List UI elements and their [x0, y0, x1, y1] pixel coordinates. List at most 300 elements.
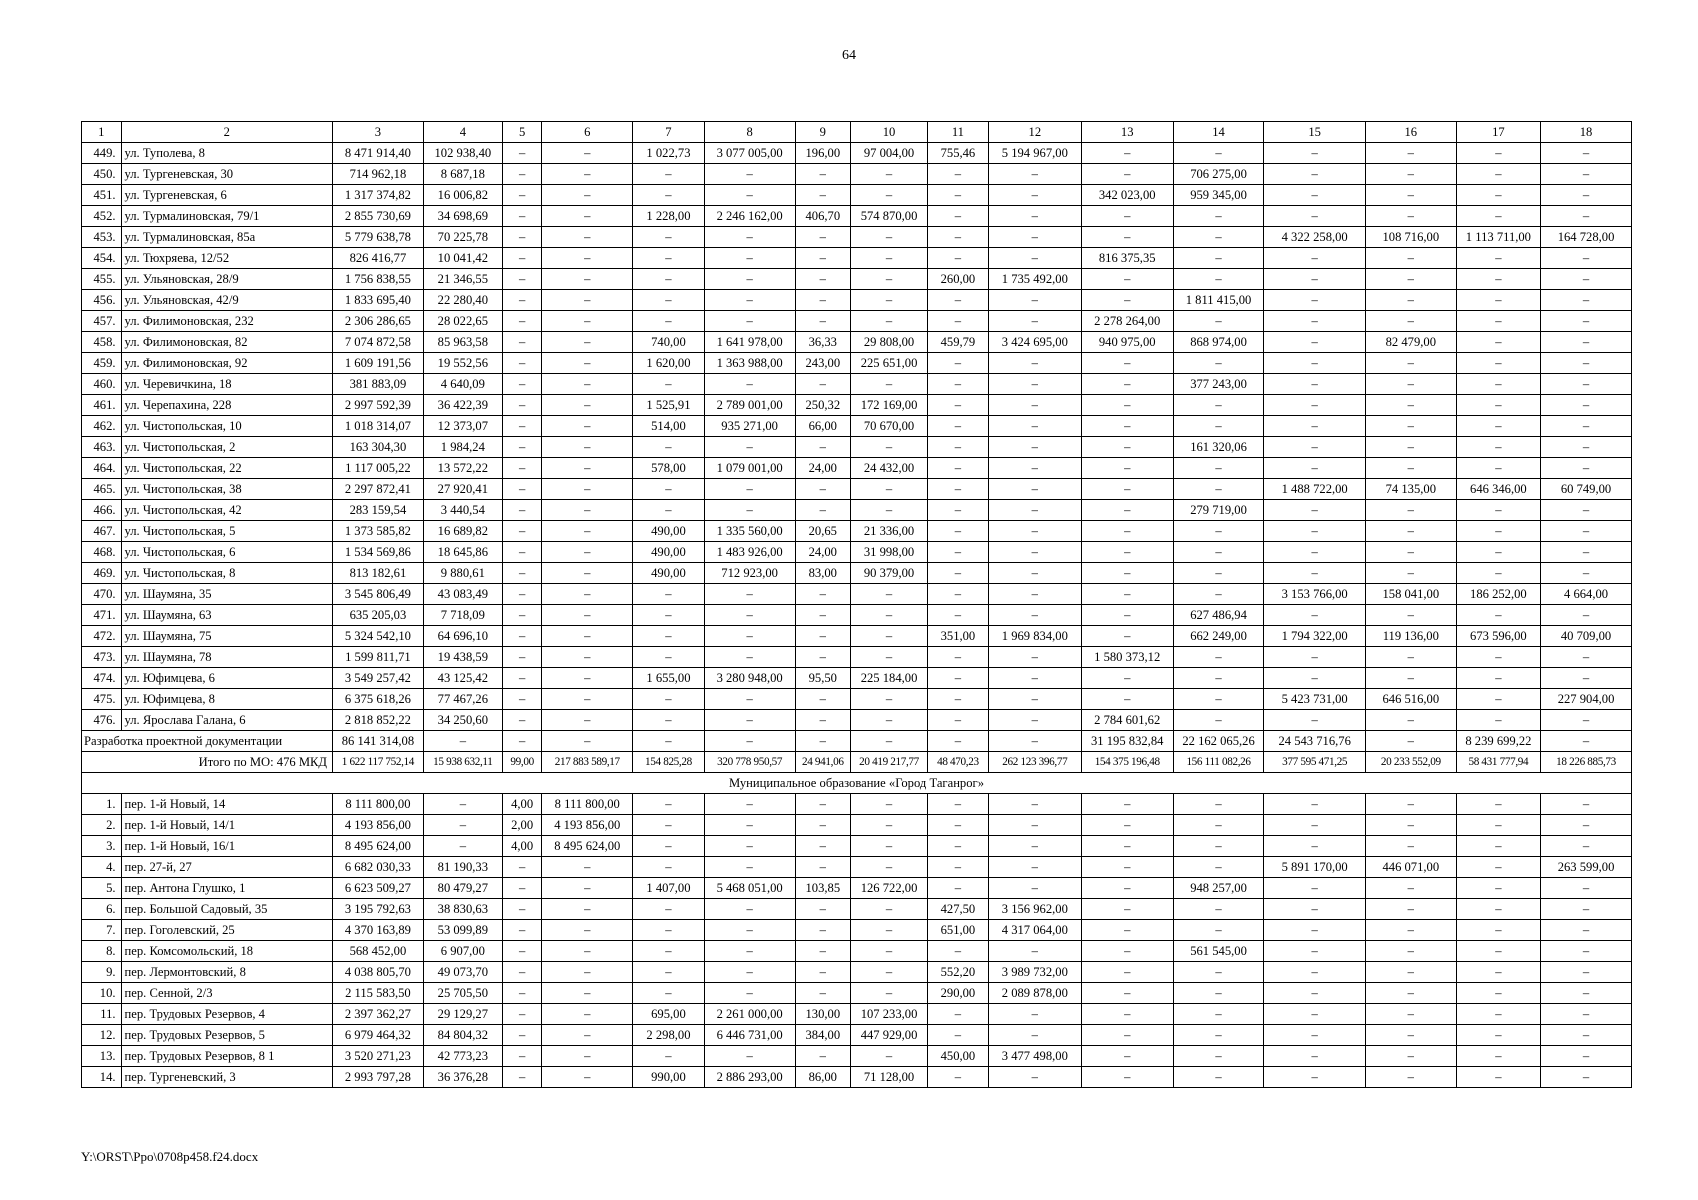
value-cell-col-16: – [1365, 143, 1456, 164]
value-cell-col-5: – [502, 626, 542, 647]
value-cell-col-11: – [927, 521, 988, 542]
value-cell-col-3: 2 855 730,69 [333, 206, 424, 227]
value-cell-col-11: – [927, 395, 988, 416]
value-cell-col-5: – [502, 374, 542, 395]
value-cell-col-9: 95,50 [795, 668, 851, 689]
value-cell-col-11: – [927, 941, 988, 962]
value-cell-col-12: – [988, 563, 1081, 584]
value-cell-col-18: 4 664,00 [1541, 584, 1632, 605]
value-cell-col-16: 108 716,00 [1365, 227, 1456, 248]
value-cell-col-8: 935 271,00 [704, 416, 795, 437]
value-cell-col-9: – [795, 290, 851, 311]
address-cell: пер. Гоголевский, 25 [121, 920, 333, 941]
value-cell-col-13: – [1081, 668, 1173, 689]
value-cell-col-18: – [1541, 185, 1632, 206]
value-cell-col-6: – [542, 500, 633, 521]
value-cell-col-10: – [851, 584, 928, 605]
value-cell-col-12: – [988, 416, 1081, 437]
value-cell-col-4: 64 696,10 [423, 626, 502, 647]
value-cell-col-11: – [927, 416, 988, 437]
value-cell-col-3: 1 018 314,07 [333, 416, 424, 437]
value-cell-col-5: 4,00 [502, 836, 542, 857]
value-cell-col-14: – [1173, 836, 1264, 857]
value-cell-col-18: – [1541, 878, 1632, 899]
value-cell-col-13: – [1081, 1025, 1173, 1046]
value-cell-col-5: – [502, 227, 542, 248]
value-cell-col-7: – [633, 605, 705, 626]
value-cell-col-6: – [542, 227, 633, 248]
value-cell-col-12: – [988, 941, 1081, 962]
value-cell-col-12: – [988, 710, 1081, 731]
value-cell-col-7: 514,00 [633, 416, 705, 437]
value-cell-col-14: – [1173, 227, 1264, 248]
value-cell-col-13: – [1081, 689, 1173, 710]
value-cell-col-10: – [851, 164, 928, 185]
address-cell: ул. Чистопольская, 22 [121, 458, 333, 479]
value-cell-col-13: – [1081, 605, 1173, 626]
value-cell-col-3: 714 962,18 [333, 164, 424, 185]
value-cell-col-18: 60 749,00 [1541, 479, 1632, 500]
value-cell-col-13: 1 580 373,12 [1081, 647, 1173, 668]
value-cell-col-3: 1 373 585,82 [333, 521, 424, 542]
table-row [82, 1004, 1632, 1025]
value-cell-col-18: – [1541, 941, 1632, 962]
value-cell-col-17: – [1456, 353, 1540, 374]
value-cell-col-17: – [1456, 332, 1540, 353]
value-cell-col-11: 260,00 [927, 269, 988, 290]
value-cell-col-8: 2 886 293,00 [704, 1067, 795, 1088]
value-cell-col-10: – [851, 836, 928, 857]
value-cell-col-8: – [704, 500, 795, 521]
value-cell-col-17: – [1456, 206, 1540, 227]
value-cell-col-18: – [1541, 143, 1632, 164]
value-cell-col-11: – [927, 1067, 988, 1088]
value-cell-col-13: – [1081, 794, 1173, 815]
value-cell-col-3: 2 818 852,22 [333, 710, 424, 731]
table-row [82, 269, 1632, 290]
value-cell-col-3: 1 833 695,40 [333, 290, 424, 311]
value-cell-col-11: 450,00 [927, 1046, 988, 1067]
value-cell-col-12: – [988, 374, 1081, 395]
value-cell-col-11: – [927, 668, 988, 689]
value-cell-col-11: – [927, 1025, 988, 1046]
value-cell-col-17: – [1456, 143, 1540, 164]
value-cell-col-10: – [851, 227, 928, 248]
value-cell-col-18: – [1541, 983, 1632, 1004]
value-cell-col-3: 2 993 797,28 [333, 1067, 424, 1088]
value-cell-col-4: 21 346,55 [423, 269, 502, 290]
value-cell-col-18: 263 599,00 [1541, 857, 1632, 878]
value-cell-col-18: – [1541, 332, 1632, 353]
value-cell-col-17: – [1456, 563, 1540, 584]
value-cell-col-8: 2 246 162,00 [704, 206, 795, 227]
value-cell-col-17: – [1456, 437, 1540, 458]
value-cell-col-16: – [1365, 794, 1456, 815]
value-cell-col-4: 13 572,22 [423, 458, 502, 479]
value-cell-col-6: – [542, 1067, 633, 1088]
value-cell-col-12: 3 477 498,00 [988, 1046, 1081, 1067]
value-cell-col-8: – [704, 815, 795, 836]
value-cell-col-10: 21 336,00 [851, 521, 928, 542]
value-cell-col-5: – [502, 521, 542, 542]
column-number-2: 2 [121, 122, 333, 143]
value-cell-col-7: – [633, 437, 705, 458]
value-cell-col-10: 225 651,00 [851, 353, 928, 374]
value-cell-col-11: – [927, 437, 988, 458]
value-cell-col-17: 186 252,00 [1456, 584, 1540, 605]
value-cell-col-8: – [704, 584, 795, 605]
value-cell-col-11: 427,50 [927, 899, 988, 920]
value-cell-col-3: 283 159,54 [333, 500, 424, 521]
value-cell-col-7: 1 407,00 [633, 878, 705, 899]
value-cell-col-5: – [502, 437, 542, 458]
value-cell-col-7: 740,00 [633, 332, 705, 353]
value-cell-col-6: – [542, 458, 633, 479]
value-cell-col-14: – [1173, 416, 1264, 437]
value-cell-col-15: – [1264, 521, 1365, 542]
value-cell-col-6: – [542, 710, 633, 731]
value-cell-col-18: – [1541, 899, 1632, 920]
value-cell-col-18: 227 904,00 [1541, 689, 1632, 710]
value-cell-col-5: – [502, 500, 542, 521]
value-cell-col-17: 646 346,00 [1456, 479, 1540, 500]
value-cell-col-7: 490,00 [633, 563, 705, 584]
value-cell-col-13: – [1081, 374, 1173, 395]
value-cell-col-12: 262 123 396,77 [988, 752, 1081, 773]
value-cell-col-9: – [795, 815, 851, 836]
value-cell-col-6: – [542, 668, 633, 689]
value-cell-col-7: – [633, 794, 705, 815]
value-cell-col-13: – [1081, 920, 1173, 941]
address-cell: ул. Шаумяна, 75 [121, 626, 333, 647]
value-cell-col-13: 2 784 601,62 [1081, 710, 1173, 731]
value-cell-col-12: – [988, 290, 1081, 311]
value-cell-col-7: – [633, 647, 705, 668]
value-cell-col-14: – [1173, 542, 1264, 563]
value-cell-col-8: – [704, 647, 795, 668]
value-cell-col-8: 1 079 001,00 [704, 458, 795, 479]
value-cell-col-10: 24 432,00 [851, 458, 928, 479]
value-cell-col-17: – [1456, 290, 1540, 311]
value-cell-col-6: – [542, 353, 633, 374]
value-cell-col-18: – [1541, 1067, 1632, 1088]
value-cell-col-3: 6 623 509,27 [333, 878, 424, 899]
value-cell-col-15: 1 794 322,00 [1264, 626, 1365, 647]
value-cell-col-8: – [704, 731, 795, 752]
row-number: 474. [82, 668, 122, 689]
row-number: 11. [82, 1004, 122, 1025]
value-cell-col-12: – [988, 500, 1081, 521]
value-cell-col-12: – [988, 1067, 1081, 1088]
value-cell-col-16: – [1365, 311, 1456, 332]
value-cell-col-11: – [927, 353, 988, 374]
row-number: 453. [82, 227, 122, 248]
value-cell-col-10: – [851, 920, 928, 941]
table-row [82, 500, 1632, 521]
value-cell-col-16: – [1365, 836, 1456, 857]
column-number-5: 5 [502, 122, 542, 143]
table-row [82, 479, 1632, 500]
table-row [82, 647, 1632, 668]
value-cell-col-3: 2 997 592,39 [333, 395, 424, 416]
value-cell-col-15: – [1264, 605, 1365, 626]
value-cell-col-4: 53 099,89 [423, 920, 502, 941]
value-cell-col-11: – [927, 290, 988, 311]
value-cell-col-4: 28 022,65 [423, 311, 502, 332]
value-cell-col-5: – [502, 899, 542, 920]
value-cell-col-16: – [1365, 290, 1456, 311]
value-cell-col-10: – [851, 710, 928, 731]
value-cell-col-13: 31 195 832,84 [1081, 731, 1173, 752]
value-cell-col-12: – [988, 794, 1081, 815]
value-cell-col-3: 1 317 374,82 [333, 185, 424, 206]
value-cell-col-12: 1 735 492,00 [988, 269, 1081, 290]
row-number: 456. [82, 290, 122, 311]
value-cell-col-10: – [851, 941, 928, 962]
value-cell-col-5: – [502, 605, 542, 626]
value-cell-col-6: – [542, 899, 633, 920]
value-cell-col-15: – [1264, 353, 1365, 374]
value-cell-col-16: – [1365, 647, 1456, 668]
value-cell-col-8: 1 363 988,00 [704, 353, 795, 374]
value-cell-col-16: – [1365, 899, 1456, 920]
value-cell-col-17: – [1456, 983, 1540, 1004]
value-cell-col-7: – [633, 269, 705, 290]
table-row [82, 962, 1632, 983]
value-cell-col-14: – [1173, 1046, 1264, 1067]
value-cell-col-16: 82 479,00 [1365, 332, 1456, 353]
section-header-row [82, 773, 1632, 794]
value-cell-col-16: – [1365, 500, 1456, 521]
value-cell-col-17: – [1456, 668, 1540, 689]
value-cell-col-4: 25 705,50 [423, 983, 502, 1004]
value-cell-col-17: – [1456, 857, 1540, 878]
value-cell-col-4: 9 880,61 [423, 563, 502, 584]
value-cell-col-3: 2 306 286,65 [333, 311, 424, 332]
value-cell-col-5: – [502, 878, 542, 899]
value-cell-col-16: – [1365, 416, 1456, 437]
value-cell-col-5: – [502, 857, 542, 878]
value-cell-col-10: 90 379,00 [851, 563, 928, 584]
table-row [82, 1067, 1632, 1088]
value-cell-col-6: – [542, 290, 633, 311]
value-cell-col-3: 1 622 117 752,14 [333, 752, 424, 773]
value-cell-col-12: 1 969 834,00 [988, 626, 1081, 647]
value-cell-col-15: 5 891 170,00 [1264, 857, 1365, 878]
value-cell-col-5: – [502, 1046, 542, 1067]
value-cell-col-11: – [927, 185, 988, 206]
value-cell-col-14: – [1173, 920, 1264, 941]
value-cell-col-13: – [1081, 500, 1173, 521]
value-cell-col-9: – [795, 794, 851, 815]
value-cell-col-14: – [1173, 584, 1264, 605]
value-cell-col-9: – [795, 374, 851, 395]
value-cell-col-15: 377 595 471,25 [1264, 752, 1365, 773]
value-cell-col-14: – [1173, 857, 1264, 878]
value-cell-col-3: 3 520 271,23 [333, 1046, 424, 1067]
value-cell-col-8: – [704, 626, 795, 647]
value-cell-col-8: – [704, 437, 795, 458]
row-number: 9. [82, 962, 122, 983]
value-cell-col-10: – [851, 290, 928, 311]
value-cell-col-12: 2 089 878,00 [988, 983, 1081, 1004]
value-cell-col-10: – [851, 1046, 928, 1067]
value-cell-col-3: 1 534 569,86 [333, 542, 424, 563]
column-number-row [82, 122, 1632, 143]
value-cell-col-17: – [1456, 1025, 1540, 1046]
address-cell: ул. Турмалиновская, 85а [121, 227, 333, 248]
value-cell-col-11: 651,00 [927, 920, 988, 941]
address-cell: ул. Черевичкина, 18 [121, 374, 333, 395]
value-cell-col-3: 1 756 838,55 [333, 269, 424, 290]
value-cell-col-9: – [795, 185, 851, 206]
address-cell: ул. Шаумяна, 35 [121, 584, 333, 605]
value-cell-col-12: – [988, 857, 1081, 878]
column-number-14: 14 [1173, 122, 1264, 143]
value-cell-col-10: 574 870,00 [851, 206, 928, 227]
table-row [82, 416, 1632, 437]
table-row [82, 185, 1632, 206]
value-cell-col-17: 58 431 777,94 [1456, 752, 1540, 773]
value-cell-col-4: 43 125,42 [423, 668, 502, 689]
value-cell-col-3: 6 682 030,33 [333, 857, 424, 878]
address-cell: ул. Филимоновская, 82 [121, 332, 333, 353]
value-cell-col-16: – [1365, 731, 1456, 752]
value-cell-col-6: – [542, 269, 633, 290]
value-cell-col-8: – [704, 185, 795, 206]
total-row [82, 752, 1632, 773]
value-cell-col-7: – [633, 899, 705, 920]
value-cell-col-10: – [851, 437, 928, 458]
value-cell-col-4: 102 938,40 [423, 143, 502, 164]
value-cell-col-15: – [1264, 395, 1365, 416]
column-number-3: 3 [333, 122, 424, 143]
value-cell-col-10: – [851, 857, 928, 878]
address-cell: пер. 1-й Новый, 16/1 [121, 836, 333, 857]
value-cell-col-18: – [1541, 521, 1632, 542]
value-cell-col-15: 1 488 722,00 [1264, 479, 1365, 500]
value-cell-col-4: 8 687,18 [423, 164, 502, 185]
value-cell-col-5: – [502, 962, 542, 983]
value-cell-col-16: – [1365, 269, 1456, 290]
value-cell-col-10: 97 004,00 [851, 143, 928, 164]
value-cell-col-18: – [1541, 395, 1632, 416]
value-cell-col-4: 36 376,28 [423, 1067, 502, 1088]
value-cell-col-9: – [795, 983, 851, 1004]
value-cell-col-12: 3 989 732,00 [988, 962, 1081, 983]
repair-schedule-table [81, 121, 1632, 1088]
row-number: 457. [82, 311, 122, 332]
table-row [82, 605, 1632, 626]
value-cell-col-12: – [988, 227, 1081, 248]
value-cell-col-12: – [988, 1004, 1081, 1025]
value-cell-col-10: 447 929,00 [851, 1025, 928, 1046]
value-cell-col-3: 4 370 163,89 [333, 920, 424, 941]
value-cell-col-13: – [1081, 815, 1173, 836]
value-cell-col-5: – [502, 1025, 542, 1046]
value-cell-col-4: 49 073,70 [423, 962, 502, 983]
value-cell-col-12: – [988, 185, 1081, 206]
value-cell-col-15: – [1264, 374, 1365, 395]
value-cell-col-6: – [542, 647, 633, 668]
value-cell-col-17: – [1456, 374, 1540, 395]
value-cell-col-14: 377 243,00 [1173, 374, 1264, 395]
address-cell: пер. Антона Глушко, 1 [121, 878, 333, 899]
row-number: 460. [82, 374, 122, 395]
address-cell: пер. Тургеневский, 3 [121, 1067, 333, 1088]
value-cell-col-18: – [1541, 164, 1632, 185]
value-cell-col-13: – [1081, 395, 1173, 416]
value-cell-col-10: – [851, 815, 928, 836]
value-cell-col-7: – [633, 374, 705, 395]
row-number: 473. [82, 647, 122, 668]
value-cell-col-5: – [502, 647, 542, 668]
row-number: 455. [82, 269, 122, 290]
value-cell-col-18: – [1541, 962, 1632, 983]
value-cell-col-5: – [502, 416, 542, 437]
value-cell-col-4: 16 689,82 [423, 521, 502, 542]
value-cell-col-7: – [633, 500, 705, 521]
value-cell-col-10: 126 722,00 [851, 878, 928, 899]
column-number-1: 1 [82, 122, 122, 143]
value-cell-col-13: – [1081, 983, 1173, 1004]
value-cell-col-8: – [704, 794, 795, 815]
value-cell-col-13: – [1081, 458, 1173, 479]
value-cell-col-15: 5 423 731,00 [1264, 689, 1365, 710]
value-cell-col-4: 15 938 632,11 [423, 752, 502, 773]
value-cell-col-17: – [1456, 1067, 1540, 1088]
value-cell-col-13: – [1081, 437, 1173, 458]
value-cell-col-4: 38 830,63 [423, 899, 502, 920]
value-cell-col-16: – [1365, 941, 1456, 962]
value-cell-col-5: – [502, 332, 542, 353]
value-cell-col-9: – [795, 710, 851, 731]
value-cell-col-9: – [795, 500, 851, 521]
value-cell-col-10: – [851, 500, 928, 521]
value-cell-col-4: 22 280,40 [423, 290, 502, 311]
table-row [82, 710, 1632, 731]
table-body [82, 143, 1632, 1088]
row-number: 451. [82, 185, 122, 206]
value-cell-col-18: – [1541, 290, 1632, 311]
value-cell-col-7: – [633, 311, 705, 332]
value-cell-col-10: 107 233,00 [851, 1004, 928, 1025]
value-cell-col-6: – [542, 542, 633, 563]
value-cell-col-4: 84 804,32 [423, 1025, 502, 1046]
value-cell-col-9: 24,00 [795, 542, 851, 563]
value-cell-col-13: – [1081, 962, 1173, 983]
value-cell-col-6: – [542, 479, 633, 500]
value-cell-col-8: – [704, 164, 795, 185]
value-cell-col-13: – [1081, 206, 1173, 227]
value-cell-col-4: 27 920,41 [423, 479, 502, 500]
value-cell-col-15: – [1264, 668, 1365, 689]
value-cell-col-16: – [1365, 983, 1456, 1004]
value-cell-col-7: 1 655,00 [633, 668, 705, 689]
value-cell-col-6: – [542, 521, 633, 542]
value-cell-col-8: – [704, 689, 795, 710]
value-cell-col-15: – [1264, 143, 1365, 164]
value-cell-col-9: – [795, 731, 851, 752]
value-cell-col-10: – [851, 479, 928, 500]
value-cell-col-7: – [633, 941, 705, 962]
value-cell-col-8: – [704, 227, 795, 248]
address-cell: пер. 27-й, 27 [121, 857, 333, 878]
value-cell-col-14: – [1173, 206, 1264, 227]
value-cell-col-5: – [502, 668, 542, 689]
value-cell-col-6: – [542, 584, 633, 605]
value-cell-col-9: 20,65 [795, 521, 851, 542]
